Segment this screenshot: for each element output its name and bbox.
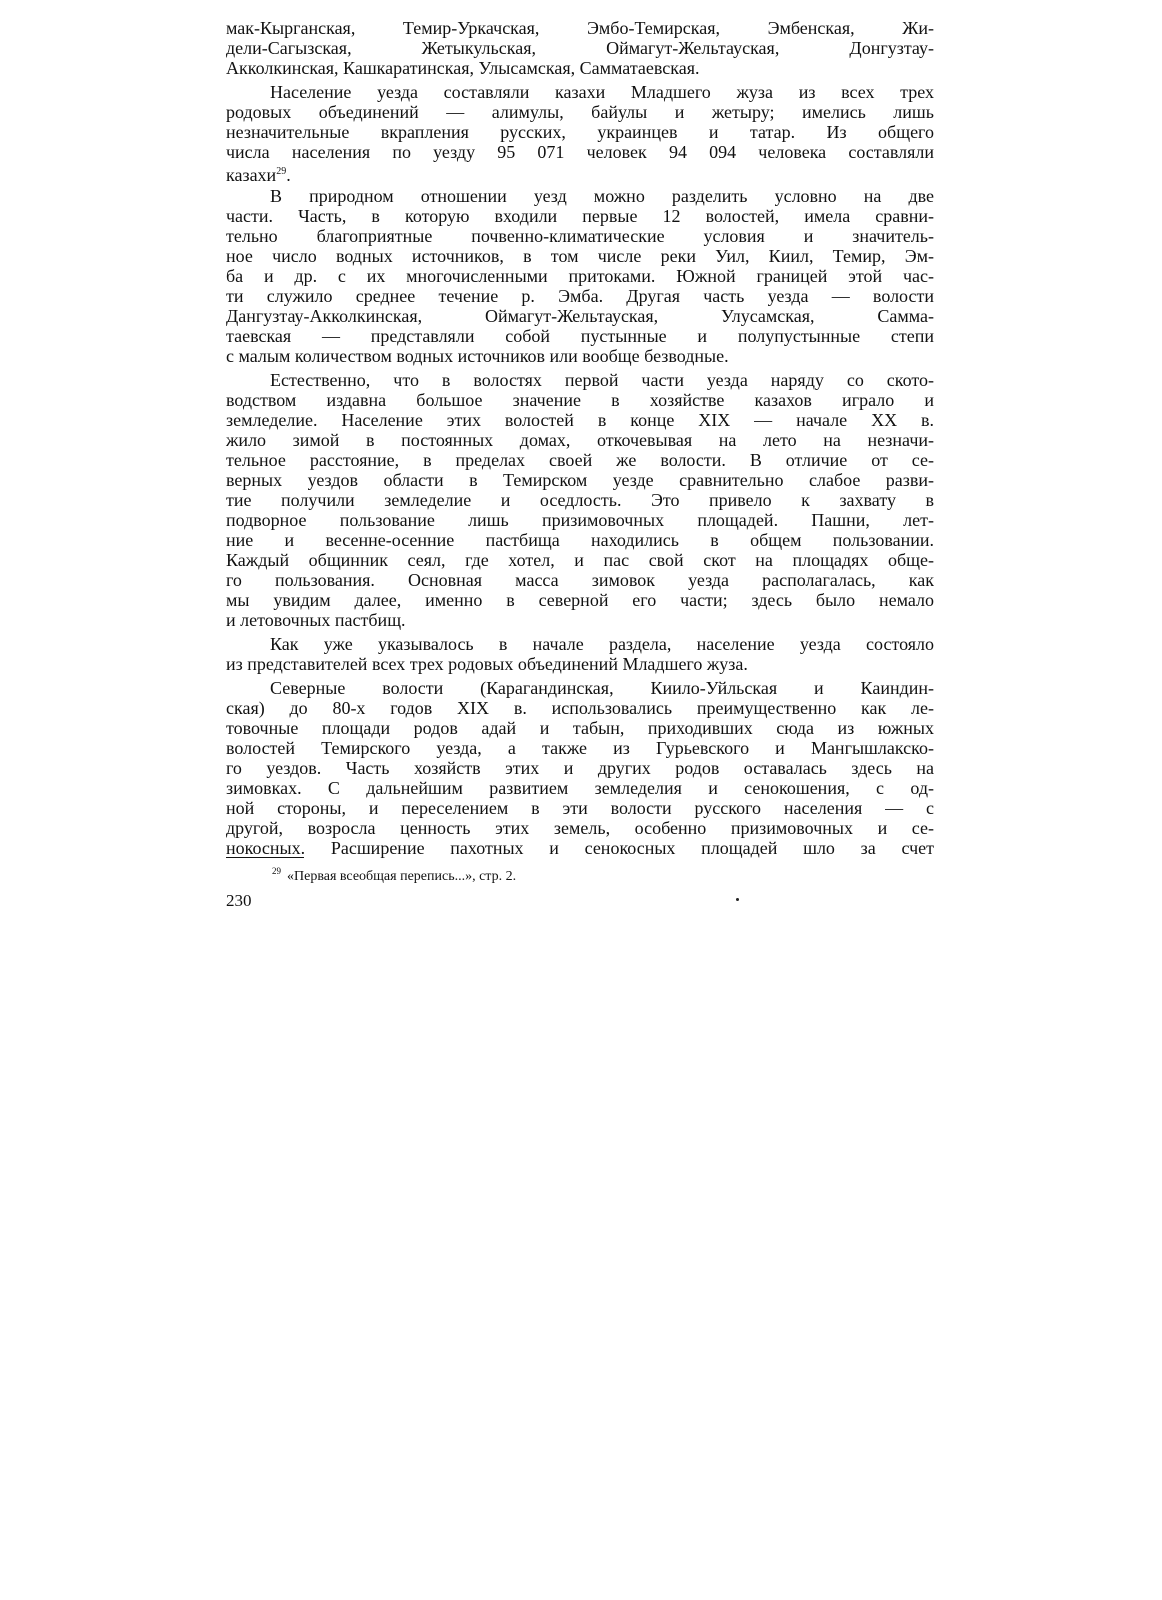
text-line xyxy=(226,410,934,430)
line-text: из представителей всех трех родовых объединений Младшего жуза. xyxy=(226,654,748,674)
line-text: Каждый общинник сеял, где хотел, и пас свой скот на площадях обще- xyxy=(226,550,934,570)
line-text: дели-Сагызская, Жетыкульская, Оймагут-Жельтауская, Донгузтау- xyxy=(226,38,934,58)
text-line xyxy=(226,38,934,58)
line-text: родовых объединений — алимулы, байулы и жетыру; имелись лишь xyxy=(226,102,934,122)
text-line xyxy=(226,590,934,610)
line-text: незначительные вкрапления русских, украинцев и татар. Из общего xyxy=(226,122,934,142)
text-line xyxy=(226,610,934,630)
text-line xyxy=(226,370,934,390)
text-line xyxy=(226,550,934,570)
line-text: ной стороны, и переселением в эти волости русского населения — с xyxy=(226,798,934,818)
text-line xyxy=(226,286,934,306)
line-text: Дангузтау-Акколкинская, Оймагут-Жельтауская, Улусамская, Самма- xyxy=(226,306,934,326)
text-line xyxy=(226,490,934,510)
text-line xyxy=(226,326,934,346)
text-line xyxy=(226,678,934,698)
line-text: волостей Темирского уезда, а также из Гурьевского и Мангышлакско- xyxy=(226,738,934,758)
line-text: земледелие. Население этих волостей в конце XIX — начале XX в. xyxy=(226,410,934,430)
text-line xyxy=(226,246,934,266)
line-text: тельное расстояние, в пределах своей же волости. В отличие от се- xyxy=(226,450,934,470)
text-line xyxy=(226,698,934,718)
line-text: Северные волости (Карагандинская, Киило-Уйльская и Каиндин- xyxy=(270,678,934,698)
text-line xyxy=(226,530,934,550)
paragraph xyxy=(226,186,934,366)
line-text: и летовочных пастбищ. xyxy=(226,610,406,630)
line-text: мы увидим далее, именно в северной его части; здесь было немало xyxy=(226,590,934,610)
paragraph xyxy=(226,678,934,858)
line-text: жило зимой в постоянных домах, откочевывая на лето на незначи- xyxy=(226,430,934,450)
text-line xyxy=(226,634,934,654)
text-line xyxy=(226,818,934,838)
line-text: зимовках. С дальнейшим развитием земледелия и сенокошения, с од- xyxy=(226,778,934,798)
footnote-number: 29 xyxy=(272,866,281,876)
text-line xyxy=(226,390,934,410)
footnote-text: «Первая всеобщая перепись...», стр. 2. xyxy=(287,869,517,884)
text-line xyxy=(226,142,934,162)
text-line xyxy=(226,102,934,122)
scan-speck xyxy=(736,898,739,901)
line-text: Акколкинская, Кашкаратинская, Улысамская, Самматаевская. xyxy=(226,58,700,78)
body-text xyxy=(226,18,934,862)
text-line xyxy=(226,510,934,530)
text-line xyxy=(226,58,934,78)
punctuation: . xyxy=(286,165,291,185)
text-line xyxy=(226,186,934,206)
line-text: В природном отношении уезд можно разделить условно на две xyxy=(270,186,934,206)
page-number: 230 xyxy=(226,891,252,910)
text-line xyxy=(226,798,934,818)
line-text: таевская — представляли собой пустынные и полупустынные степи xyxy=(226,326,934,346)
text-line xyxy=(226,738,934,758)
line-text: Как уже указывалось в начале раздела, население уезда состояло xyxy=(270,634,934,654)
text-line xyxy=(226,470,934,490)
text-line xyxy=(226,758,934,778)
footnote-separator xyxy=(226,857,304,858)
text-line xyxy=(226,430,934,450)
line-text: тельно благоприятные почвенно-климатические условия и значитель- xyxy=(226,226,934,246)
text-line xyxy=(226,718,934,738)
paragraph xyxy=(226,634,934,674)
line-text: с малым количеством водных источников или вообще безводные. xyxy=(226,346,729,366)
line-text: го уездов. Часть хозяйств этих и других родов оставалась здесь на xyxy=(226,758,934,778)
line-text: водством издавна большое значение в хозяйстве казахов играло и xyxy=(226,390,934,410)
line-text: нокосных. Расширение пахотных и сенокосных площадей шло за счет xyxy=(226,838,934,858)
line-text: го пользования. Основная масса зимовок уезда располагалась, как xyxy=(226,570,934,590)
text-line xyxy=(226,18,934,38)
paragraph xyxy=(226,82,934,185)
line-text: мак-Кырганская, Темир-Уркачская, Эмбо-Темирская, Эмбенская, Жи- xyxy=(226,18,934,38)
line-text: числа населения по уезду 95 071 человек 94 094 человека составляли xyxy=(226,142,934,162)
text-line xyxy=(226,162,934,185)
line-text: ская) до 80-х годов XIX в. использовались преимущественно как ле- xyxy=(226,698,934,718)
line-text: ба и др. с их многочисленными притоками. Южной границей этой час- xyxy=(226,266,934,286)
line-text: казахи xyxy=(226,165,277,185)
line-text: ное число водных источников, в том числе реки Уил, Киил, Темир, Эм- xyxy=(226,246,934,266)
line-text: тие получили земледелие и оседлость. Это привело к захвату в xyxy=(226,490,934,510)
line-text: верных уездов области в Темирском уезде сравнительно слабое разви- xyxy=(226,470,934,490)
text-line xyxy=(226,778,934,798)
text-line xyxy=(226,654,934,674)
paragraph xyxy=(226,370,934,630)
text-line xyxy=(226,82,934,102)
line-text: части. Часть, в которую входили первые 12 волостей, имела сравни- xyxy=(226,206,934,226)
text-line xyxy=(226,306,934,326)
paragraph xyxy=(226,18,934,78)
footnote xyxy=(272,862,516,886)
line-text: Естественно, что в волостях первой части уезда наряду со ското- xyxy=(270,370,934,390)
text-line xyxy=(226,838,934,858)
line-text: ние и весенне-осенние пастбища находились в общем пользовании. xyxy=(226,530,934,550)
footnote-reference: 29 xyxy=(276,166,287,177)
line-text: подворное пользование лишь призимовочных площадей. Пашни, лет- xyxy=(226,510,934,530)
text-line xyxy=(226,266,934,286)
text-line xyxy=(226,570,934,590)
text-line xyxy=(226,226,934,246)
line-text: ти служило среднее течение р. Эмба. Другая часть уезда — волости xyxy=(226,286,934,306)
text-line xyxy=(226,450,934,470)
line-text: Население уезда составляли казахи Младшего жуза из всех трех xyxy=(270,82,934,102)
text-line xyxy=(226,346,934,366)
text-line xyxy=(226,122,934,142)
line-text: товочные площади родов адай и табын, приходивших сюда из южных xyxy=(226,718,934,738)
line-text: другой, возросла ценность этих земель, особенно призимовочных и се- xyxy=(226,818,934,838)
text-line xyxy=(226,206,934,226)
